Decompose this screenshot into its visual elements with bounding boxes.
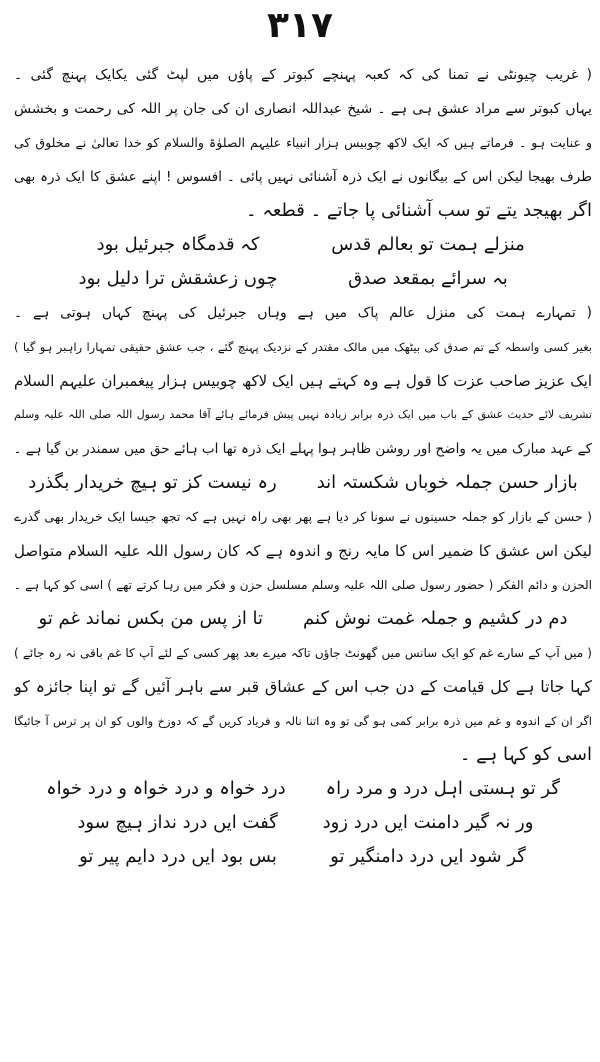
page-body <box>14 58 592 874</box>
verse-hemistich-second: تا از پس من بکس نماند غم تو <box>38 608 264 629</box>
verse-hemistich-first: بازار حسن جملہ خوباں شکستہ اند <box>316 472 578 493</box>
verse-hemistich-second: گفت ایں درد نداز ہیچ سود <box>77 812 278 833</box>
verse-couplet <box>14 806 592 840</box>
verse-hemistich-second: بس بود ایں درد دایم پیر تو <box>79 846 277 867</box>
verse-hemistich-first: بہ سرائے بمقعد صدق <box>348 268 508 289</box>
verse-hemistich-first: گر تو ہستی اہل درد و مرد راہ <box>325 778 560 799</box>
verse-hemistich-second: رہ نیست کز تو ہیچ خریدار بگذرد <box>28 472 277 493</box>
verse-hemistich-second: کہ قدمگاہ جبرئیل بود <box>96 234 260 255</box>
prose-line: ایک عزیز صاحب عزت کا قول ہے وہ کہتے ہیں ایک لاکھ چوبیس ہزار پیغمبران علیہم السلام <box>14 372 592 390</box>
prose-line: اگر بھیجد یتے تو سب آشنائی پا جاتے ۔ قطعہ ۔ <box>246 200 592 221</box>
verse-couplet <box>14 466 592 500</box>
prose-line: یہاں کبوتر سے مراد عشق ہی ہے ۔ شیخ عبداللہ انصاری ان کی جان پر اللہ کی رحمت و بخشش <box>14 101 592 117</box>
prose-line: لیکن اس عشق کا ضمیر اس کا مایہ رنج و اندوہ ہے کہ کان رسول اللہ علیہ السلام متواصل <box>14 542 592 560</box>
verse-couplet <box>14 228 592 262</box>
prose-line: اگر ان کے اندوہ و غم میں ذرہ برابر کمی ہو گی تو وہ اتنا نالہ و فریاد کریں گے کہ دوزخ والوں کو ان پر ترس آ جائیگا <box>14 714 592 728</box>
page-number: ۳۱۷ <box>267 5 333 46</box>
verse-hemistich-first: دم در کشیم و جملہ غمت نوش کنم <box>303 608 568 629</box>
prose-line: کہا جاتا ہے کل قیامت کے دن جب اس کے عشاق قبر سے باہر آئیں گے تو اپنا جائزہ کو <box>14 677 592 696</box>
verse-couplet <box>14 772 592 806</box>
translation-note-line: ( غریب چیونٹی نے تمنا کی کہ کعبہ پہنچے کبوتر کے پاؤں میں لپٹ گئی یکایک پہنچ گئی ۔ <box>14 67 592 83</box>
translation-note-line: ( حسن کے بازار کو جملہ حسینوں نے سونا کر دیا ہے پھر بھی راہ نہیں ہے کہ تجھ جیسا ایک خریدار بھی گذرے <box>14 509 592 524</box>
prose-line: تشریف لائے حدیث عشق کے باب میں ایک ذرہ برابر زیادہ نہیں پیش فرمائے ہائے آقا محمد رسول اللہ صلی اللہ علیہ وسلم <box>14 408 592 421</box>
translation-note-line: بغیر کسی واسطہ کے تم صدق کی بیٹھک میں مالک مقتدر کے نزدیک پہنچ گئے ، جب عشق حقیقی تمہارا راہبر ہو گیا ) <box>14 340 592 354</box>
verse-hemistich-first: منزلے ہمت تو بعالم قدس <box>331 234 525 255</box>
verse-hemistich-second: درد خواہ و درد خواہ و درد خواہ <box>46 778 286 799</box>
prose-line: اسی کو کہا ہے ۔ <box>459 744 592 765</box>
verse-couplet <box>14 840 592 874</box>
verse-hemistich-first: گر شود ایں درد دامنگیر تو <box>330 846 526 867</box>
verse-hemistich-first: ور نہ گیر دامنت ایں درد زود <box>322 812 534 833</box>
verse-couplet <box>14 262 592 296</box>
prose-line: الحزن و دائم الفکر ( حضور رسول صلی اللہ علیہ وسلم مسلسل حزن و فکر میں رہا کرتے تھے ) اسی کو کہا ہے ۔ <box>14 578 592 592</box>
verse-hemistich-second: چوں زعشقش ترا دلیل بود <box>78 268 278 289</box>
verse-couplet <box>14 602 592 636</box>
translation-note-line: ( میں آپ کے سارے غم کو ایک سانس میں گھونٹ جاؤں تاکہ میرے بعد پھر کسی کے لئے آپ کا غم باقی نہ رہ جائے ) <box>14 646 592 660</box>
translation-note-line: ( تمہارے ہمت کی منزل عالم پاک میں ہے وہاں جبرئیل کی پہنچ کہاں ہوتی ہے ۔ <box>14 305 592 321</box>
prose-line: و عنایت ہو ۔ فرماتے ہیں کہ ایک لاکھ چوبیس ہزار انبیاء علیہم الصلوٰۃ والسلام کو خدا تعالیٰ نے مخلوق کی <box>14 135 592 150</box>
prose-line: کے عہد مبارک میں یہ واضح اور روشن ظاہر ہوا پہلے ایک ذرہ تھا اب ہائے حق میں سمندر بن گیا ہے ۔ <box>14 441 592 457</box>
prose-line: طرف بھیجا لیکن اس کے بیگانوں نے ایک ذرہ آشنائی نہیں پائی ۔ افسوس ! اپنے عشق کا ایک ذرہ بھی <box>14 169 592 185</box>
